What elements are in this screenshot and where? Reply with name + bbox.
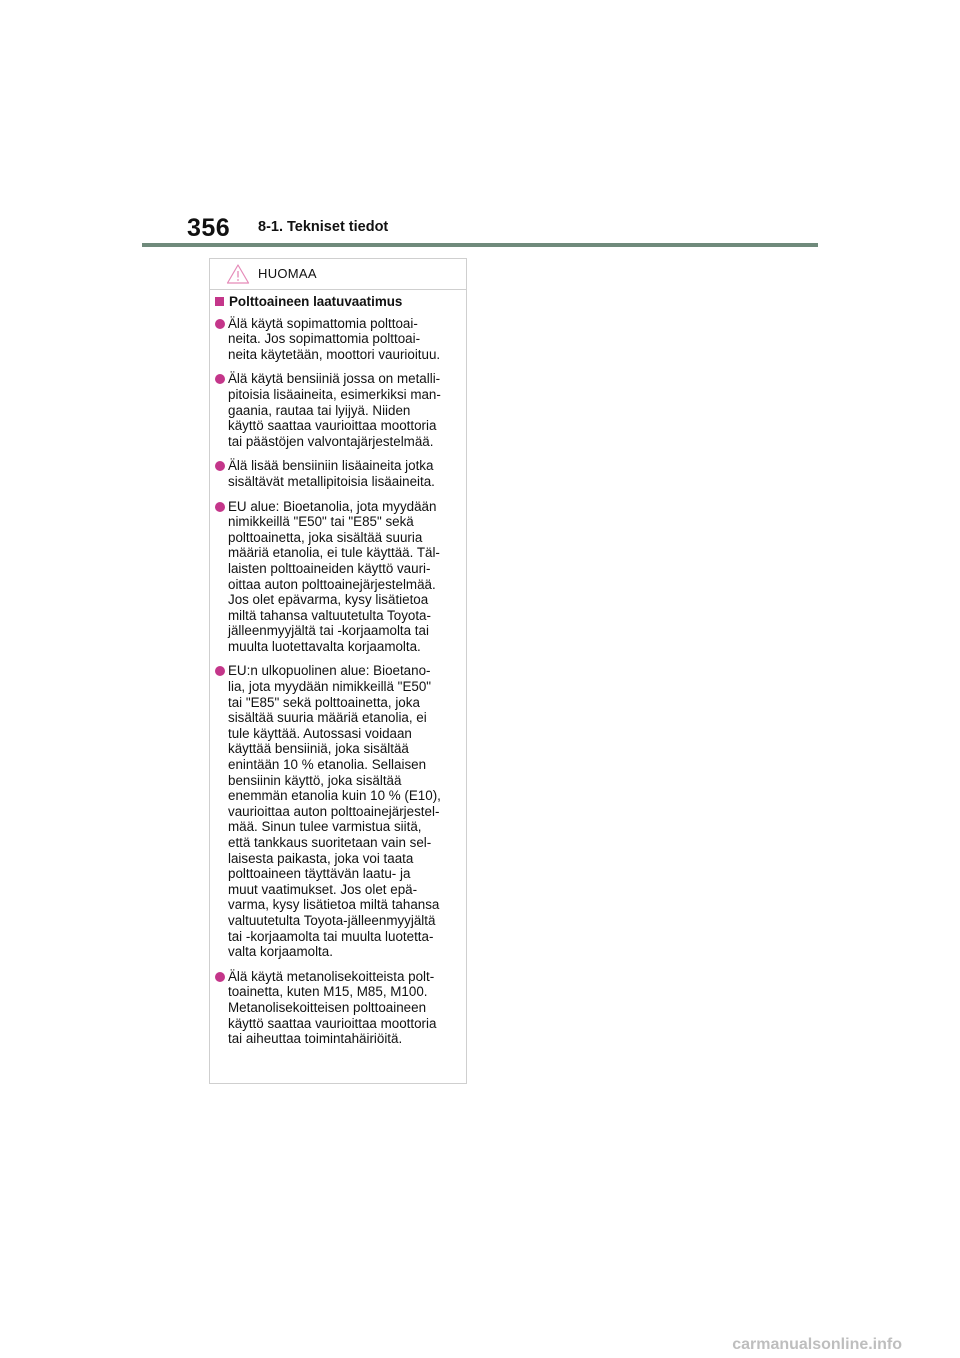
list-item <box>215 316 460 363</box>
source-watermark: carmanualsonline.info <box>732 1336 902 1353</box>
bullet-dot-icon <box>215 461 225 471</box>
warning-triangle-icon <box>226 263 250 285</box>
list-item-text: Älä käytä sopimattomia polttoai- neita. Jos sopimattomia polttoai- neita käytetään, moottori vaurioituu. <box>228 315 441 362</box>
list-item-text: Älä käytä metanolisekoitteista polt- toainetta, kuten M15, M85, M100. Metanolisekoitteisen polttoaineen käyttö saattaa vaurioittaa moottoria tai aiheuttaa toimintahäiriöitä. <box>228 968 437 1047</box>
subheading-text: Polttoaineen laatuvaatimus <box>229 294 403 309</box>
bullet-dot-icon <box>215 374 225 384</box>
bullet-dot-icon <box>215 972 225 982</box>
caution-header <box>210 259 466 290</box>
caution-label: HUOMAA <box>258 266 317 281</box>
list-item-text: Älä lisää bensiiniin lisäaineita jotka sisältävät metallipitoisia lisäaineita. <box>228 458 435 489</box>
page-number: 356 <box>187 214 231 242</box>
list-item <box>215 969 460 1047</box>
caution-subheading <box>215 294 460 310</box>
bullet-dot-icon <box>215 502 225 512</box>
caution-box <box>209 258 467 1084</box>
caution-body <box>210 290 466 1047</box>
list-item <box>215 371 460 449</box>
list-item <box>215 663 460 959</box>
bullet-dot-icon <box>215 666 225 676</box>
bullet-dot-icon <box>215 319 225 329</box>
list-item-text: Älä käytä bensiiniä jossa on metalli- pitoisia lisäaineita, esimerkiksi man- gaania, rautaa tai lyijyä. Niiden käyttö saattaa vaurioittaa moottoria tai päästöjen valvontajärjestelmää. <box>228 371 441 449</box>
list-item-text: EU alue: Bioetanolia, jota myydään nimikkeillä "E50" tai "E85" sekä polttoainetta, joka sisältää suuria määriä etanolia, ei tule käyttää. Täl- laisten polttoaineiden käyttö vauri- oittaa auton polttoainejärjestelmää. Jos olet epävarma, kysy lisätietoa miltä tahansa valtuutetulta Toyota- jälleenmyyjältä tai -korjaamolta tai muulta luotettavalta korjaamolta. <box>228 498 440 654</box>
list-item <box>215 499 460 655</box>
header-rule <box>142 243 818 247</box>
section-title: 8-1. Tekniset tiedot <box>258 219 389 235</box>
square-bullet-icon <box>215 297 224 306</box>
list-item-text: EU:n ulkopuolinen alue: Bioetano- lia, jota myydään nimikkeillä "E50" tai "E85" sekä polttoainetta, joka sisältää suuria määriä etanolia, ei tule käyttää. Autossasi voidaan käyttää bensiiniä, joka sisältää enintään 10 % etanolia. Sellaisen bensiinin käyttö, joka sisältää enemmän etanolia kuin 10 % (E10), vaurioittaa auton polttoainejärjestel- mää. Sinun tulee varmistua siitä, että tankkaus suoritetaan vain sel- laisesta paikasta, joka voi taata polttoaineen täyttävän laatu- ja muut vaatimukset. Jos olet epä- varma, kysy lisätietoa miltä tahansa valtuutetulta Toyota-jälleenmyyjältä tai -korjaamolta tai muulta luotetta- valta korjaamolta. <box>228 663 441 960</box>
list-item <box>215 458 460 489</box>
